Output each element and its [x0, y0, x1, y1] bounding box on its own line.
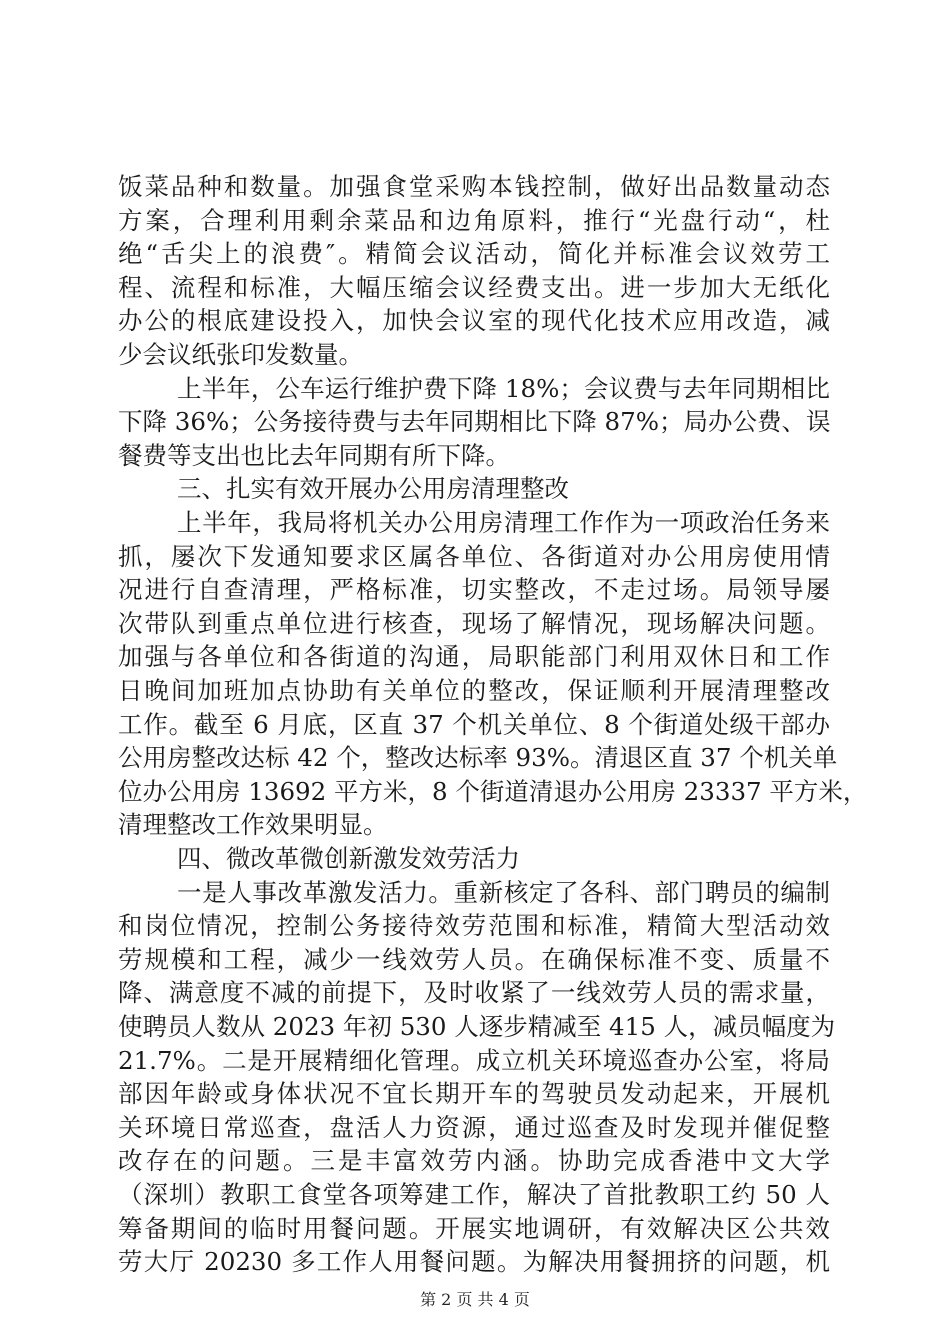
text-line: 和岗位情况，控制公务接待效劳范围和标准，精简大型活动效: [118, 911, 830, 941]
text-line: 筹备期间的临时用餐问题。开展实地调研，有效解决区公共效: [118, 1213, 830, 1243]
text-line: 劳规模和工程，减少一线效劳人员。在确保标准不变、质量不: [118, 944, 830, 974]
text-line: 劳大厅 20230 多工作人用餐问题。为解决用餐拥挤的问题，机: [118, 1247, 830, 1277]
section-heading: 三、扎实有效开展办公用房清理整改: [177, 474, 569, 504]
text-line: 绝“舌尖上的浪费″。精简会议活动，简化并标准会议效劳工: [118, 239, 830, 269]
text-line: 方案，合理利用剩余菜品和边角原料，推行“光盘行动“，杜: [118, 205, 830, 235]
text-line: 饭菜品种和数量。加强食堂采购本钱控制，做好出品数量动态: [118, 172, 830, 201]
text-line: 清理整改工作效果明显。: [118, 810, 388, 840]
text-line: 办公的根底建设投入，加快会议室的现代化技术应用改造，减: [118, 306, 830, 336]
text-line: 公用房整改达标 42 个，整改达标率 93%。清退区直 37 个机关单: [118, 743, 838, 773]
text-line: 改存在的问题。三是丰富效劳内涵。协助完成香港中文大学: [118, 1146, 830, 1176]
text-line: 加强与各单位和各街道的沟通，局职能部门利用双休日和工作: [118, 642, 830, 672]
text-line: 次带队到重点单位进行核查，现场了解情况，现场解决问题。: [118, 608, 830, 638]
text-line: 工作。截至 6 月底，区直 37 个机关单位、8 个街道处级干部办: [118, 709, 830, 739]
text-line: （深圳）教职工食堂各项筹建工作，解决了首批教职工约 50 人: [118, 1180, 830, 1209]
text-line: 少会议纸张印发数量。: [118, 340, 363, 369]
text-line: 程、流程和标准，大幅压缩会议经费支出。进一步加大无纸化: [118, 272, 830, 302]
text-line: 上半年，我局将机关办公用房清理工作作为一项政治任务来: [177, 508, 830, 537]
text-line: 使聘员人数从 2023 年初 530 人逐步精减至 415 人，减员幅度为: [118, 1012, 836, 1041]
text-line: 一是人事改革激发活力。重新核定了各科、部门聘员的编制: [177, 877, 830, 907]
text-line: 部因年龄或身体状况不宜长期开车的驾驶员发动起来，开展机: [118, 1079, 830, 1109]
text-line: 位办公用房 13692 平方米，8 个街道清退办公用房 23337 平方米，: [118, 776, 868, 806]
page-footer: 第 2 页 共 4 页: [420, 1290, 530, 1309]
text-line: 关环境日常巡查，盘活人力资源，通过巡查及时发现并催促整: [118, 1112, 830, 1142]
text-line: 下降 36%；公务接待费与去年同期相比下降 87%；局办公费、误: [118, 407, 831, 437]
section-heading: 四、微改革微创新激发效劳活力: [177, 844, 520, 873]
text-line: 况进行自查清理，严格标准，切实整改，不走过场。局领导屡: [118, 575, 830, 605]
text-line: 抓，屡次下发通知要求区属各单位、各街道对办公用房使用情: [118, 541, 830, 571]
text-line: 餐费等支出也比去年同期有所下降。: [118, 440, 510, 470]
text-line: 21.7%。二是开展精细化管理。成立机关环境巡查办公室，将局: [118, 1045, 830, 1075]
text-line: 日晚间加班加点协助有关单位的整改，保证顺利开展清理整改: [118, 676, 830, 705]
text-line: 上半年，公车运行维护费下降 18%；会议费与去年同期相比: [177, 373, 830, 403]
text-line: 降、满意度不减的前提下，及时收紧了一线效劳人员的需求量，: [118, 978, 830, 1008]
